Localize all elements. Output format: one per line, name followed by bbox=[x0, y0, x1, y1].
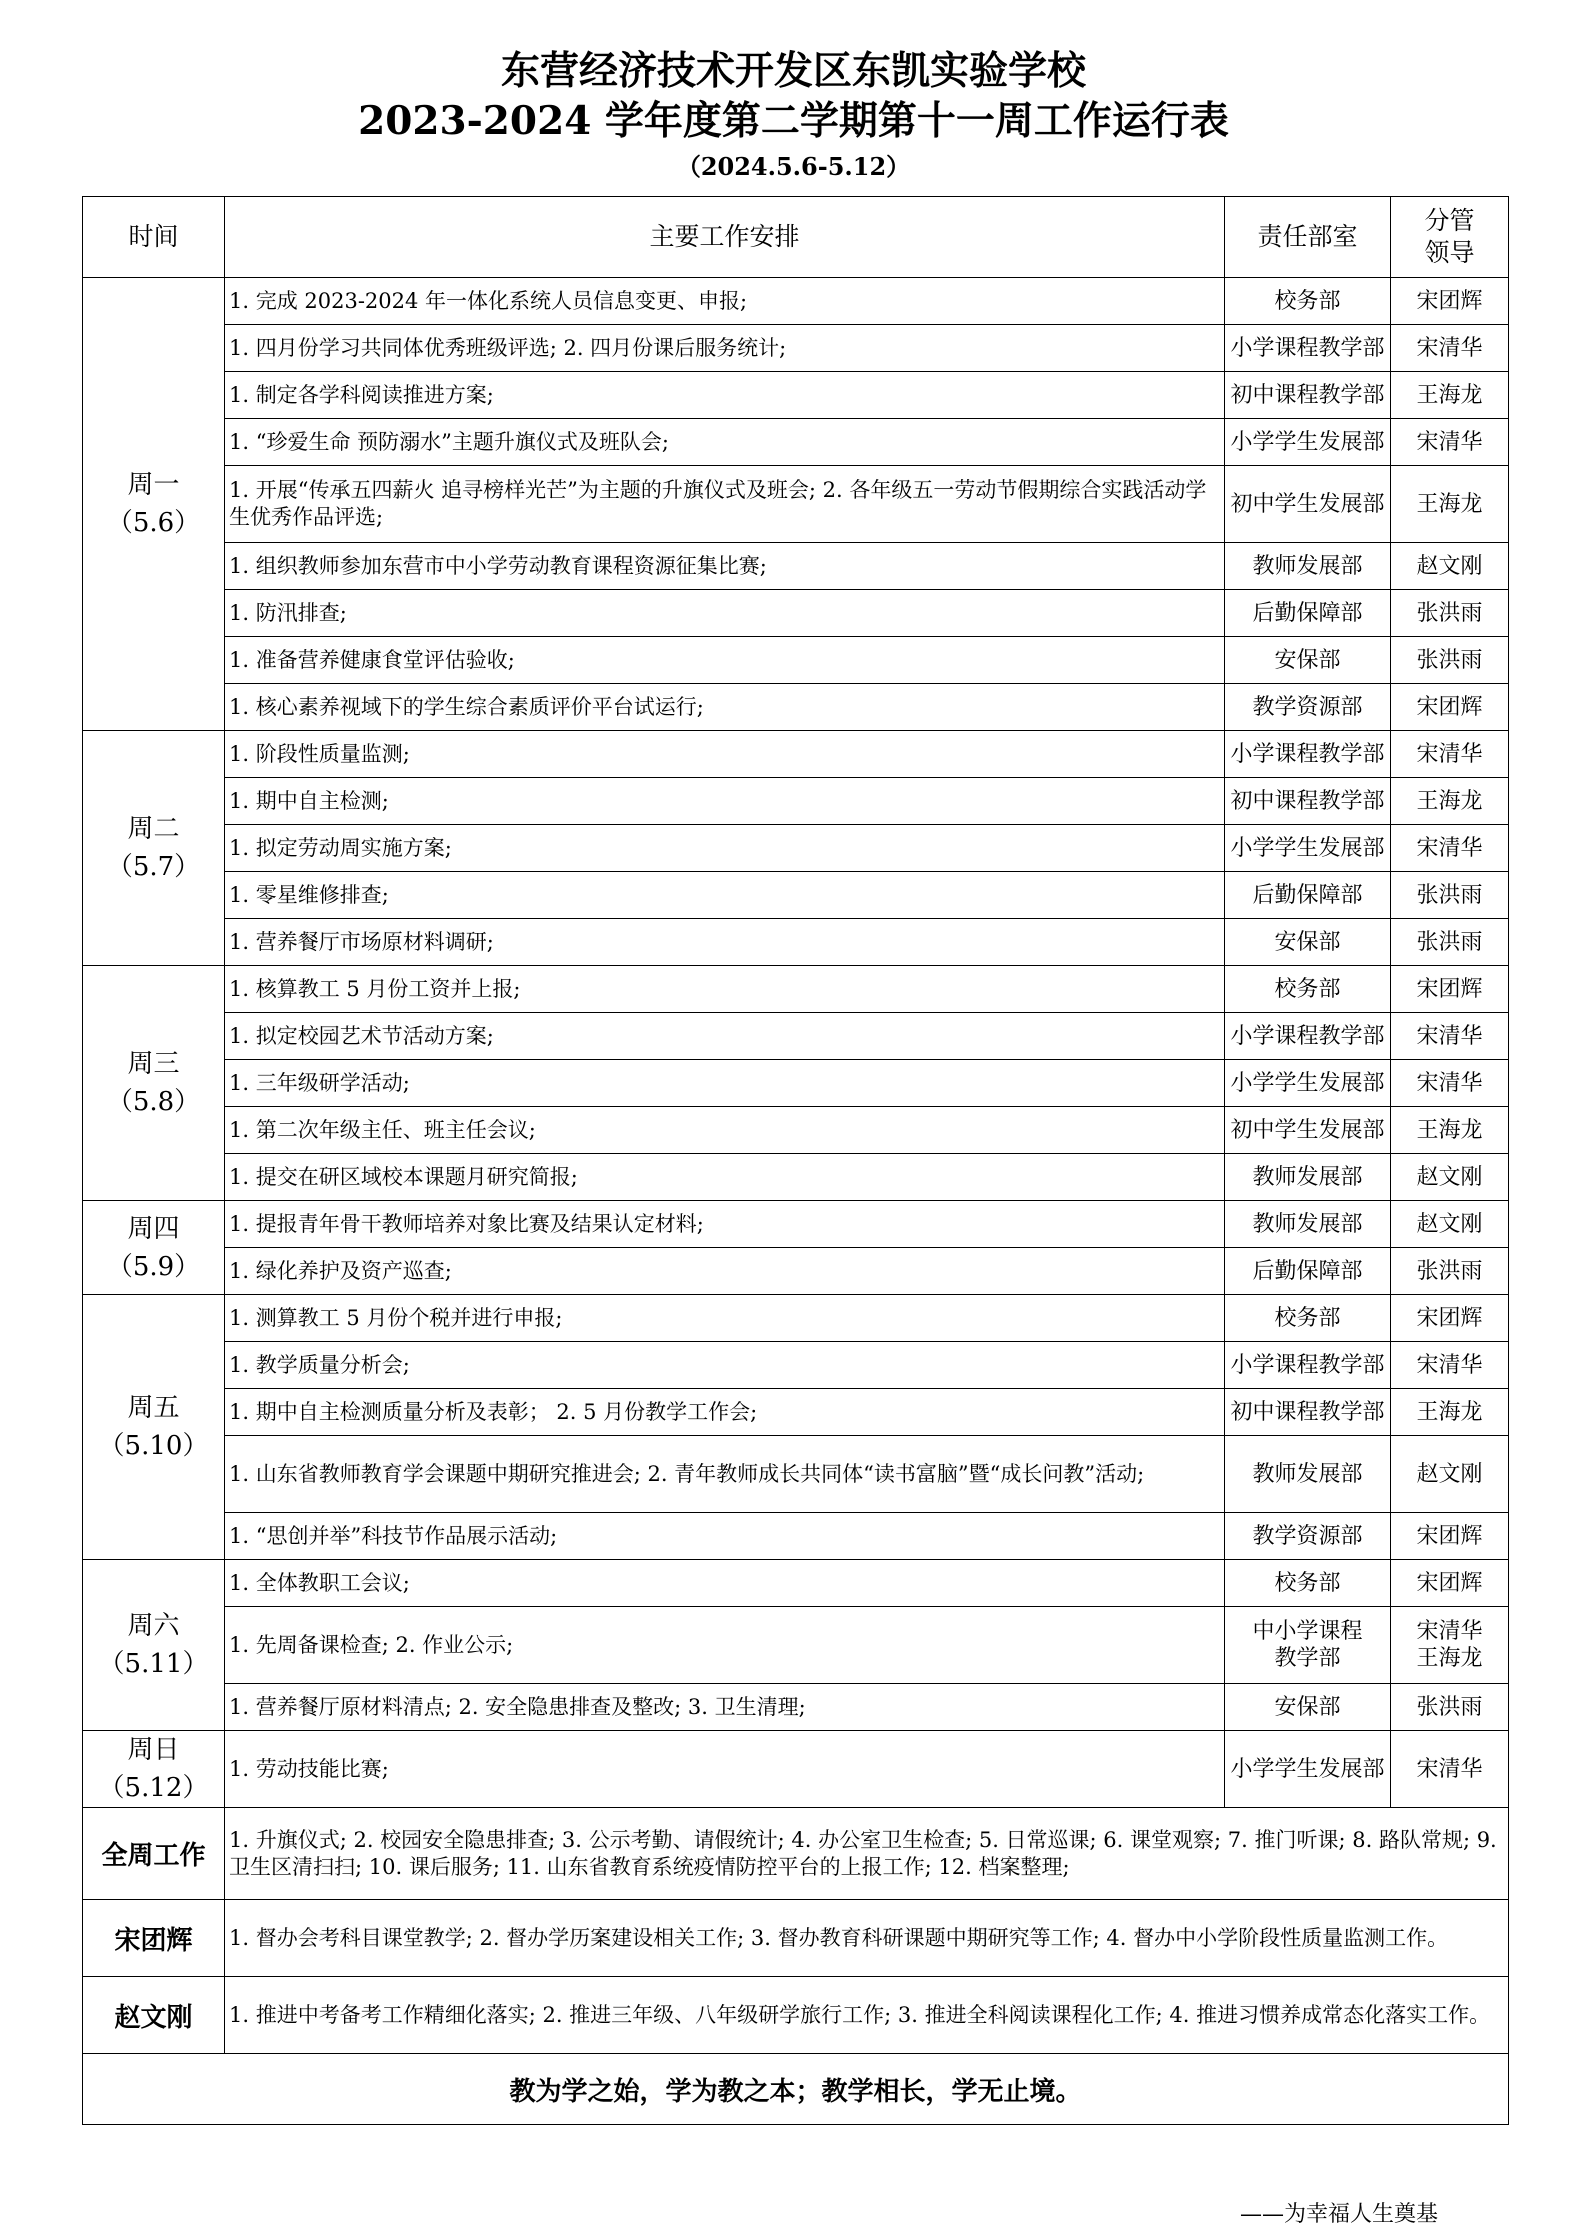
day-cell bbox=[83, 1560, 225, 1731]
dept-cell: 教师发展部 bbox=[1225, 1201, 1391, 1248]
date-range: （2024.5.6-5.12） bbox=[676, 152, 911, 181]
dept-cell: 安保部 bbox=[1225, 919, 1391, 966]
table-row bbox=[83, 590, 1509, 637]
table-row bbox=[83, 1060, 1509, 1107]
lead-cell: 张洪雨 bbox=[1391, 1684, 1509, 1731]
work-item: 1. 拟定校园艺术节活动方案; bbox=[225, 1013, 1225, 1060]
table-row bbox=[83, 731, 1509, 778]
work-item: 1. 准备营养健康食堂评估验收; bbox=[225, 637, 1225, 684]
work-item: 1. 全体教职工会议; bbox=[225, 1560, 1225, 1607]
table-row bbox=[83, 372, 1509, 419]
table-row bbox=[83, 466, 1509, 543]
table-row bbox=[83, 1154, 1509, 1201]
work-item: 1. 防汛排查; bbox=[225, 590, 1225, 637]
table-row bbox=[83, 872, 1509, 919]
table-row bbox=[83, 919, 1509, 966]
table-row bbox=[83, 1389, 1509, 1436]
work-item: 1. 绿化养护及资产巡查; bbox=[225, 1248, 1225, 1295]
lead-cell: 赵文刚 bbox=[1391, 1154, 1509, 1201]
table-row bbox=[83, 637, 1509, 684]
work-item: 1. 四月份学习共同体优秀班级评选; 2. 四月份课后服务统计; bbox=[225, 325, 1225, 372]
lead-cell: 王海龙 bbox=[1391, 372, 1509, 419]
motto: 教为学之始，学为教之本；教学相长，学无止境。 bbox=[83, 2054, 1509, 2125]
dept-cell: 校务部 bbox=[1225, 1295, 1391, 1342]
work-item: 1. 完成 2023-2024 年一体化系统人员信息变更、申报; bbox=[225, 278, 1225, 325]
dept-cell: 初中学生发展部 bbox=[1225, 1107, 1391, 1154]
work-item: 1. 营养餐厅市场原材料调研; bbox=[225, 919, 1225, 966]
work-item: 1. 核算教工 5 月份工资并上报; bbox=[225, 966, 1225, 1013]
table-row bbox=[83, 684, 1509, 731]
table-row bbox=[83, 1342, 1509, 1389]
summary-label: 赵文刚 bbox=[83, 1977, 225, 2054]
work-item: 1. 营养餐厅原材料清点; 2. 安全隐患排查及整改; 3. 卫生清理; bbox=[225, 1684, 1225, 1731]
lead-cell: 张洪雨 bbox=[1391, 590, 1509, 637]
header-work: 主要工作安排 bbox=[225, 197, 1225, 278]
work-item: 1. 教学质量分析会; bbox=[225, 1342, 1225, 1389]
table-row bbox=[83, 543, 1509, 590]
table-row bbox=[83, 1436, 1509, 1513]
table-row bbox=[83, 1248, 1509, 1295]
table-row bbox=[83, 1013, 1509, 1060]
dept-cell: 小学课程教学部 bbox=[1225, 1342, 1391, 1389]
day-date: （5.9） bbox=[106, 1251, 201, 1282]
day-cell bbox=[83, 731, 225, 966]
table-row bbox=[83, 1684, 1509, 1731]
dept-cell: 教学资源部 bbox=[1225, 684, 1391, 731]
lead-cell: 宋清华 bbox=[1391, 825, 1509, 872]
summary-row bbox=[83, 1977, 1509, 2054]
summary-label: 全周工作 bbox=[83, 1808, 225, 1900]
table-row bbox=[83, 825, 1509, 872]
work-item: 1. 第二次年级主任、班主任会议; bbox=[225, 1107, 1225, 1154]
lead-cell: 张洪雨 bbox=[1391, 1248, 1509, 1295]
day-name: 周五 bbox=[127, 1393, 180, 1423]
lead-cell: 宋清华 bbox=[1391, 1013, 1509, 1060]
dept-cell: 安保部 bbox=[1225, 1684, 1391, 1731]
dept-cell: 初中课程教学部 bbox=[1225, 1389, 1391, 1436]
work-item: 1. “珍爱生命 预防溺水”主题升旗仪式及班队会; bbox=[225, 419, 1225, 466]
table-row bbox=[83, 966, 1509, 1013]
dept-cell: 后勤保障部 bbox=[1225, 872, 1391, 919]
work-item: 1. 提交在研区域校本课题月研究简报; bbox=[225, 1154, 1225, 1201]
lead-cell: 王海龙 bbox=[1391, 1107, 1509, 1154]
lead-cell: 宋团辉 bbox=[1391, 278, 1509, 325]
dept-cell: 教师发展部 bbox=[1225, 1436, 1391, 1513]
work-item: 1. 拟定劳动周实施方案; bbox=[225, 825, 1225, 872]
lead-cell: 宋团辉 bbox=[1391, 966, 1509, 1013]
lead-cell: 王海龙 bbox=[1391, 778, 1509, 825]
dept-cell: 校务部 bbox=[1225, 966, 1391, 1013]
day-cell bbox=[83, 966, 225, 1201]
dept-cell: 教学资源部 bbox=[1225, 1513, 1391, 1560]
document-title: 东营经济技术开发区东凯实验学校 bbox=[500, 48, 1086, 94]
work-item: 1. 期中自主检测; bbox=[225, 778, 1225, 825]
work-item: 1. 组织教师参加东营市中小学劳动教育课程资源征集比赛; bbox=[225, 543, 1225, 590]
dept-cell: 初中课程教学部 bbox=[1225, 372, 1391, 419]
dept-cell bbox=[1225, 1607, 1391, 1684]
dept-cell: 小学课程教学部 bbox=[1225, 325, 1391, 372]
work-item: 1. 先周备课检查; 2. 作业公示; bbox=[225, 1607, 1225, 1684]
dept-line: 中小学课程 bbox=[1252, 1619, 1363, 1644]
summary-label: 宋团辉 bbox=[83, 1900, 225, 1977]
dept-cell: 后勤保障部 bbox=[1225, 1248, 1391, 1295]
work-item: 1. 阶段性质量监测; bbox=[225, 731, 1225, 778]
work-item: 1. 核心素养视域下的学生综合素质评价平台试运行; bbox=[225, 684, 1225, 731]
lead-cell: 赵文刚 bbox=[1391, 1201, 1509, 1248]
dept-cell: 校务部 bbox=[1225, 1560, 1391, 1607]
summary-row bbox=[83, 1808, 1509, 1900]
work-item: 1. 提报青年骨干教师培养对象比赛及结果认定材料; bbox=[225, 1201, 1225, 1248]
lead-cell: 王海龙 bbox=[1391, 466, 1509, 543]
lead-cell: 宋团辉 bbox=[1391, 1295, 1509, 1342]
lead-line: 王海龙 bbox=[1416, 1646, 1483, 1671]
day-name: 周四 bbox=[127, 1213, 180, 1244]
table-row bbox=[83, 325, 1509, 372]
header-lead bbox=[1391, 197, 1509, 278]
dept-cell: 初中学生发展部 bbox=[1225, 466, 1391, 543]
footer-slogan: ——为幸福人生奠基 bbox=[1240, 2202, 1439, 2227]
day-date: （5.11） bbox=[98, 1649, 209, 1679]
lead-cell bbox=[1391, 1607, 1509, 1684]
motto-row bbox=[83, 2054, 1509, 2125]
table-header-row bbox=[83, 197, 1509, 278]
work-item: 1. 制定各学科阅读推进方案; bbox=[225, 372, 1225, 419]
work-item: 1. 开展“传承五四薪火 追寻榜样光芒”为主题的升旗仪式及班会; 2. 各年级五一劳动节假期综合实践活动学生优秀作品评选; bbox=[225, 466, 1225, 543]
lead-cell: 宋清华 bbox=[1391, 731, 1509, 778]
day-name: 周二 bbox=[127, 814, 180, 844]
lead-cell: 宋清华 bbox=[1391, 1342, 1509, 1389]
lead-cell: 宋团辉 bbox=[1391, 1560, 1509, 1607]
dept-cell: 教师发展部 bbox=[1225, 543, 1391, 590]
table-row bbox=[83, 1201, 1509, 1248]
work-item: 1. 期中自主检测质量分析及表彰； 2. 5 月份教学工作会; bbox=[225, 1389, 1225, 1436]
day-cell bbox=[83, 278, 225, 731]
day-cell bbox=[83, 1295, 225, 1560]
table-row bbox=[83, 1731, 1509, 1808]
table-row bbox=[83, 278, 1509, 325]
day-date: （5.6） bbox=[106, 508, 201, 538]
lead-cell: 宋团辉 bbox=[1391, 684, 1509, 731]
dept-cell: 教师发展部 bbox=[1225, 1154, 1391, 1201]
dept-cell: 小学学生发展部 bbox=[1225, 1731, 1391, 1808]
header-lead-line2: 领导 bbox=[1424, 238, 1475, 267]
header-dept: 责任部室 bbox=[1225, 197, 1391, 278]
day-name: 周日 bbox=[127, 1735, 180, 1765]
summary-row bbox=[83, 1900, 1509, 1977]
table-row bbox=[83, 1513, 1509, 1560]
day-date: （5.10） bbox=[98, 1431, 209, 1461]
header-lead-line1: 分管 bbox=[1424, 206, 1475, 235]
dept-cell: 小学课程教学部 bbox=[1225, 731, 1391, 778]
day-date: （5.8） bbox=[106, 1087, 201, 1117]
dept-cell: 安保部 bbox=[1225, 637, 1391, 684]
lead-cell: 张洪雨 bbox=[1391, 919, 1509, 966]
work-item: 1. “思创并举”科技节作品展示活动; bbox=[225, 1513, 1225, 1560]
lead-cell: 宋清华 bbox=[1391, 1731, 1509, 1808]
day-name: 周三 bbox=[127, 1049, 180, 1079]
dept-cell: 小学学生发展部 bbox=[1225, 825, 1391, 872]
day-name: 周一 bbox=[127, 470, 180, 500]
table-row bbox=[83, 1107, 1509, 1154]
table-row bbox=[83, 1560, 1509, 1607]
day-date: （5.7） bbox=[106, 852, 201, 882]
work-item: 1. 山东省教师教育学会课题中期研究推进会; 2. 青年教师成长共同体“读书富脑”暨“成长问教”活动; bbox=[225, 1436, 1225, 1513]
day-name: 周六 bbox=[127, 1611, 180, 1641]
lead-cell: 赵文刚 bbox=[1391, 1436, 1509, 1513]
summary-text: 1. 推进中考备考工作精细化落实; 2. 推进三年级、八年级研学旅行工作; 3. 推进全科阅读课程化工作; 4. 推进习惯养成常态化落实工作。 bbox=[225, 1977, 1509, 2054]
dept-cell: 初中课程教学部 bbox=[1225, 778, 1391, 825]
work-item: 1. 劳动技能比赛; bbox=[225, 1731, 1225, 1808]
dept-cell: 后勤保障部 bbox=[1225, 590, 1391, 637]
table-row bbox=[83, 1607, 1509, 1684]
dept-cell: 小学课程教学部 bbox=[1225, 1013, 1391, 1060]
lead-cell: 赵文刚 bbox=[1391, 543, 1509, 590]
summary-text: 1. 督办会考科目课堂教学; 2. 督办学历案建设相关工作; 3. 督办教育科研课题中期研究等工作; 4. 督办中小学阶段性质量监测工作。 bbox=[225, 1900, 1509, 1977]
lead-cell: 王海龙 bbox=[1391, 1389, 1509, 1436]
header-time: 时间 bbox=[83, 197, 225, 278]
lead-cell: 宋清华 bbox=[1391, 419, 1509, 466]
day-cell bbox=[83, 1201, 225, 1295]
work-item: 1. 测算教工 5 月份个税并进行申报; bbox=[225, 1295, 1225, 1342]
dept-line: 教学部 bbox=[1274, 1646, 1341, 1671]
document-subtitle: 2023-2024 学年度第二学期第十一周工作运行表 bbox=[358, 98, 1229, 144]
dept-cell: 校务部 bbox=[1225, 278, 1391, 325]
table-row bbox=[83, 1295, 1509, 1342]
table-row bbox=[83, 419, 1509, 466]
schedule-body bbox=[83, 278, 1509, 2125]
day-date: （5.12） bbox=[98, 1773, 209, 1803]
day-cell bbox=[83, 1731, 225, 1808]
dept-cell: 小学学生发展部 bbox=[1225, 419, 1391, 466]
lead-cell: 宋清华 bbox=[1391, 1060, 1509, 1107]
lead-cell: 宋团辉 bbox=[1391, 1513, 1509, 1560]
table-row bbox=[83, 778, 1509, 825]
work-item: 1. 零星维修排查; bbox=[225, 872, 1225, 919]
lead-cell: 张洪雨 bbox=[1391, 637, 1509, 684]
summary-text: 1. 升旗仪式; 2. 校园安全隐患排查; 3. 公示考勤、请假统计; 4. 办公室卫生检查; 5. 日常巡课; 6. 课堂观察; 7. 推门听课; 8. 路队常规; 9. 卫生区清扫扫; 10. 课后服务; 11. 山东省教育系统疫情防控平台的上报工作; 12. 档案整理; bbox=[225, 1808, 1509, 1900]
lead-cell: 张洪雨 bbox=[1391, 872, 1509, 919]
dept-cell: 小学学生发展部 bbox=[1225, 1060, 1391, 1107]
work-item: 1. 三年级研学活动; bbox=[225, 1060, 1225, 1107]
lead-line: 宋清华 bbox=[1416, 1619, 1483, 1644]
lead-cell: 宋清华 bbox=[1391, 325, 1509, 372]
schedule-table bbox=[82, 196, 1509, 2125]
